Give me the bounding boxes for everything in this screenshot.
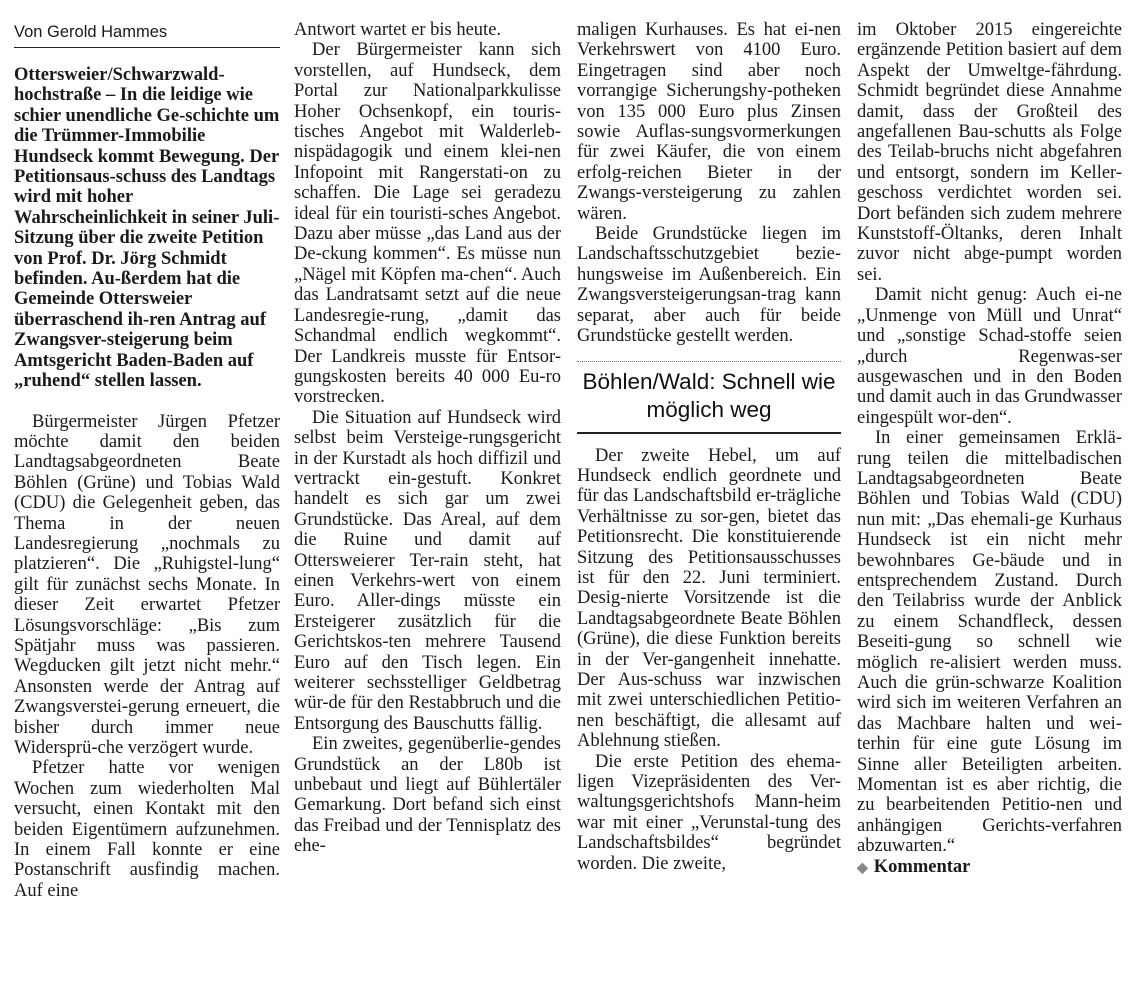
commentary-link[interactable] <box>857 857 1122 879</box>
arrow-icon: ◆ <box>857 860 868 876</box>
dotted-divider <box>577 361 841 362</box>
byline-rule <box>14 47 280 48</box>
paragraph: Der zweite Hebel, um auf Hundseck endlich geordnete und für das Landschaftsbild er-trägliche Verhältnisse zu sor-gen, bietet das Petitionsrecht. Die konstituierende Sitzung des Petitionsausschusses ist für den 22. Juni terminiert. Desig-nierte Vorsitzende ist die Landtagsabgeordnete Beate Böhlen (Grüne), die diese Funktion bereits in der Ver-gangenheit innehatte. Der Aus-schuss war inzwischen mit zwei unterschiedlichen Petitio-nen beschäftigt, die allesamt auf Ablehnung stießen. <box>577 445 841 752</box>
column-1 <box>14 0 280 901</box>
paragraph: Bürgermeister Jürgen Pfetzer möchte damit den beiden Landtagsabgeordneten Beate Böhlen (Grüne) und Tobias Wald (CDU) die Gelegenheit geben, das Thema in der neuen Landesregierung „nochmals zu platzieren“. Die „Ruhigstel-lung“ gilt für zunächst sechs Monate. In dieser Zeit erwartet Pfetzer Lösungsvorschläge: „Bis zum Spätjahr muss was passieren. Wegducken gilt jetzt nicht mehr.“ Ansonsten werde der Antrag auf Zwangsverstei-gerung erneuert, die bisher durch immer neue Widersprü-che verzögert wurde. <box>14 411 280 758</box>
paragraph-gap <box>14 392 280 412</box>
paragraph: Beide Grundstücke liegen im Landschaftsschutzgebiet bezie-hungsweise im Außenbereich. Ein Zwangsversteigerungsan-trag kann separat, aber auch für beide Grundstücke gestellt werden. <box>577 224 841 347</box>
paragraph: Pfetzer hatte vor wenigen Wochen zum wiederholten Mal versucht, einen Kontakt mit den beiden Eigentümern aufzunehmen. In einem Fall konnte er eine Postanschrift ausfindig machen. Auf eine <box>14 758 280 901</box>
article-lead: Ottersweier/Schwarzwald-hochstraße – In die leidige wie schier unendliche Ge-schichte um die Trümmer-Immobilie Hundseck kommt Bewegung. Der Petitionsaus-schuss des Landtags wird mit hoher Wahrscheinlichkeit in seiner Juli-Sitzung über die zweite Petition von Prof. Dr. Jörg Schmidt befinden. Au-ßerdem hat die Gemeinde Ottersweier überraschend ih-ren Antrag auf Zwangsver-steigerung beim Amtsgericht Baden-Baden auf „ruhend“ stellen lassen. <box>14 65 280 392</box>
column-2 <box>294 20 561 857</box>
paragraph: In einer gemeinsamen Erklä-rung teilen die mittelbadischen Landtagsabgeordneten Beate Böhlen und Tobias Wald (CDU) nun mit: „Das ehemali-ge Kurhaus Hundseck ist ein nicht mehr bewohnbares Ge-bäude und in entsprechendem Zustand. Durch den Teilabriss wurde der Anblick zu einem Schandfleck, dessen Beseiti-gung so schnell wie möglich re-alisiert werden muss. Auch die grün-schwarze Koalition wird sich im weiteren Verfahren an das Machbare halten und wei-terhin für eine gute Lösung im Sinne aller Beteiligten arbeiten. Momentan ist es aber richtig, die zu bearbeitenden Petitio-nen und anhängigen Gerichts-verfahren abzuwarten.“ <box>857 428 1122 857</box>
paragraph: im Oktober 2015 eingereichte ergänzende Petition basiert auf dem Aspekt der Umweltge-fährdung. Schmidt begründet diese Annahme damit, dass der Großteil des angefallenen Bau-schutts als Folge des Teilab-bruchs nicht abgefahren und entsorgt, sondern im Keller-geschoss verdichtet worden sei. Dort befänden sich zudem mehrere Kunststoff-Öltanks, deren Inhalt zuvor nicht abge-pumpt worden sei. <box>857 20 1122 285</box>
paragraph: Ein zweites, gegenüberlie-gendes Grundstück an der L80b ist unbebaut und liegt auf Bühlertäler Gemarkung. Dort befand sich einst das Freibad und der Tennisplatz des ehe- <box>294 734 561 857</box>
paragraph-gap <box>577 434 841 446</box>
paragraph: Die Situation auf Hundseck wird selbst beim Versteige-rungsgericht in der Kurstadt als hoch diffizil und vertrackt ein-gestuft. Konkret handelt es sich gar um zwei Grundstücke. Das Areal, auf dem die Ruine und damit auf Ottersweierer Ter-rain steht, hat einen Verkehrs-wert von einem Euro. Aller-dings müsste ein Ersteigerer zusätzlich für die Gerichtskos-ten mehrere Tausend Euro auf den Tisch legen. Ein weiterer sechsstelliger Geldbetrag wür-de für den Restabbruch und die Entsorgung des Bauschutts fällig. <box>294 407 561 734</box>
commentary-label: Kommentar <box>873 856 971 877</box>
column-3 <box>577 20 841 874</box>
byline: Von Gerold Hammes <box>14 23 168 41</box>
subheading: Böhlen/Wald: Schnell wie möglich weg <box>582 368 836 422</box>
paragraph: Damit nicht genug: Auch ei-ne „Unmenge von Müll und Unrat“ und „sonstige Schad-stoffe seien „durch Regenwas-ser ausgewaschen und in den Boden und damit auch in das Grundwasser eingespült wor-den“. <box>857 285 1122 428</box>
paragraph: Der Bürgermeister kann sich vorstellen, auf Hundseck, dem Portal zur Nationalparkkulisse Hoher Ochsenkopf, ein touris-tisches Angebot mit Walderleb-nispädagogik und einem klei-nen Infopoint mit Rangerstati-on zu schaffen. Die Lage sei geradezu ideal für ein touristi-sches Angebot. Dazu aber müsse „das Land aus der De-ckung kommen“. Es müsse nun „Nägel mit Köpfen ma-chen“. Auch das Landratsamt setzt auf die neue Landesregie-rung, „damit das Schandmal endlich wegkommt“. Der Landkreis musste für Entsor-gungskosten bereits 40 000 Eu-ro vorstrecken. <box>294 40 561 408</box>
paragraph: Antwort wartet er bis heute. <box>294 20 502 40</box>
column-4 <box>857 20 1122 879</box>
paragraph: Die erste Petition des ehema-ligen Vizepräsidenten des Ver-waltungsgerichtshofs Mann-heim war mit einer „Verunstal-tung des Landschaftsbildes“ begründet worden. Die zweite, <box>577 751 841 874</box>
paragraph: maligen Kurhauses. Es hat ei-nen Verkehrswert von 4100 Euro. Eingetragen sind aber noch vorrangige Sicherungshy-potheken von 135 000 Euro plus Zinsen sowie Auflas-sungsvormerkungen für zwei Käufer, die von einem erfolg-reichen Bieter in der Zwangs-versteigerung zu zahlen wären. <box>577 20 841 224</box>
